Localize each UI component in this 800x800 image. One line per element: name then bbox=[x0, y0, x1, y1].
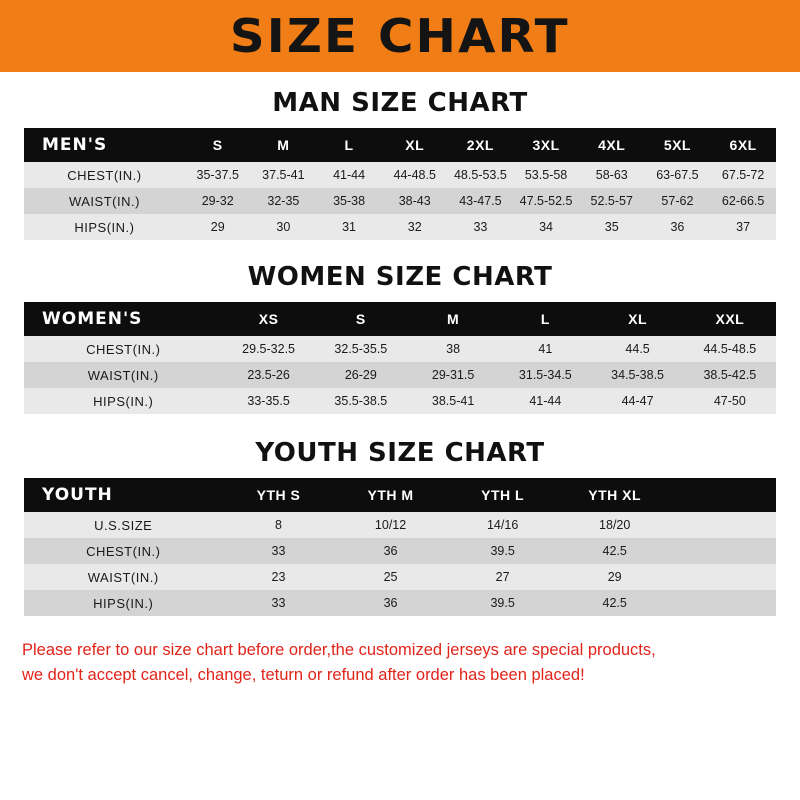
men-col-0: S bbox=[212, 137, 223, 153]
women-r2-c3: 41-44 bbox=[529, 394, 562, 408]
men-r0-c8: 67.5-72 bbox=[721, 168, 765, 182]
youth-r3-c2: 39.5 bbox=[490, 596, 515, 610]
table-row bbox=[24, 538, 776, 564]
men-r0-c2: 41-44 bbox=[333, 168, 366, 182]
women-table-body bbox=[24, 336, 776, 414]
men-r1-c2: 35-38 bbox=[333, 194, 366, 208]
men-table-body bbox=[24, 162, 776, 240]
men-r2-c6: 35 bbox=[604, 220, 619, 234]
men-row-0-label: CHEST(IN.) bbox=[67, 167, 142, 183]
men-r2-c5: 34 bbox=[539, 220, 554, 234]
youth-r2-c3: 29 bbox=[607, 570, 622, 584]
page-title: SIZE CHART bbox=[230, 9, 570, 63]
women-r0-c1: 32.5-35.5 bbox=[334, 342, 388, 356]
men-r2-c3: 32 bbox=[407, 220, 422, 234]
men-r1-c4: 43-47.5 bbox=[459, 194, 502, 208]
men-r1-c6: 52.5-57 bbox=[590, 194, 633, 208]
women-col-4: XL bbox=[628, 311, 648, 327]
youth-r0-c3: 18/20 bbox=[599, 518, 631, 532]
men-header-row bbox=[24, 128, 776, 162]
youth-size-table bbox=[24, 478, 776, 616]
table-row bbox=[24, 336, 776, 362]
men-col-3: XL bbox=[405, 137, 425, 153]
women-table-head bbox=[24, 302, 776, 336]
youth-r0-spacer bbox=[671, 512, 776, 538]
women-size-table bbox=[24, 302, 776, 414]
youth-r1-c2: 39.5 bbox=[490, 544, 515, 558]
men-row-1-label: WAIST(IN.) bbox=[68, 193, 140, 209]
youth-r2-c0: 23 bbox=[271, 570, 286, 584]
men-col-1: M bbox=[277, 137, 290, 153]
youth-row-3-label: HIPS(IN.) bbox=[93, 595, 154, 611]
women-row-0-label: CHEST(IN.) bbox=[86, 341, 161, 357]
men-r0-c5: 53.5-58 bbox=[524, 168, 568, 182]
policy-note bbox=[0, 638, 800, 688]
women-corner-label: WOMEN'S bbox=[42, 309, 143, 329]
women-row-1-label: WAIST(IN.) bbox=[87, 367, 159, 383]
youth-r2-c2: 27 bbox=[495, 570, 510, 584]
youth-col-2: YTH L bbox=[481, 487, 525, 503]
men-table-wrap bbox=[0, 128, 800, 240]
men-r0-c6: 58-63 bbox=[595, 168, 628, 182]
youth-r3-c3: 42.5 bbox=[602, 596, 627, 610]
youth-r3-c1: 36 bbox=[383, 596, 398, 610]
policy-note-line-2: we don't accept cancel, change, teturn or refund after order has been placed! bbox=[22, 665, 585, 684]
women-r0-c4: 44.5 bbox=[625, 342, 650, 356]
table-row bbox=[24, 564, 776, 590]
table-row bbox=[24, 188, 776, 214]
women-col-1: S bbox=[355, 311, 366, 327]
table-row bbox=[24, 388, 776, 414]
youth-table-head bbox=[24, 478, 776, 512]
women-row-2-label: HIPS(IN.) bbox=[93, 393, 154, 409]
men-r2-c0: 29 bbox=[210, 220, 225, 234]
youth-r3-spacer bbox=[671, 590, 776, 616]
men-r1-c7: 57-62 bbox=[661, 194, 694, 208]
table-row bbox=[24, 362, 776, 388]
youth-col-1: YTH M bbox=[367, 487, 414, 503]
women-r0-c3: 41 bbox=[538, 342, 553, 356]
women-r2-c4: 44-47 bbox=[621, 394, 654, 408]
men-r0-c1: 37.5-41 bbox=[262, 168, 305, 182]
men-r0-c4: 48.5-53.5 bbox=[453, 168, 507, 182]
women-r2-c1: 35.5-38.5 bbox=[334, 394, 388, 408]
table-row bbox=[24, 214, 776, 240]
men-col-4: 2XL bbox=[466, 137, 494, 153]
youth-r0-c0: 8 bbox=[275, 518, 282, 532]
youth-row-2-label: WAIST(IN.) bbox=[87, 569, 159, 585]
women-header-row bbox=[24, 302, 776, 336]
women-r1-c0: 23.5-26 bbox=[247, 368, 290, 382]
men-r2-c2: 31 bbox=[342, 220, 356, 234]
youth-corner-label: YOUTH bbox=[42, 485, 113, 505]
women-r0-c5: 44.5-48.5 bbox=[703, 342, 757, 356]
men-r1-c5: 47.5-52.5 bbox=[519, 194, 573, 208]
women-r1-c1: 26-29 bbox=[344, 368, 377, 382]
men-r0-c0: 35-37.5 bbox=[196, 168, 239, 182]
youth-header-row bbox=[24, 478, 776, 512]
men-r1-c1: 32-35 bbox=[267, 194, 300, 208]
men-size-table bbox=[24, 128, 776, 240]
men-r2-c4: 33 bbox=[473, 220, 488, 234]
women-section-heading: WOMEN SIZE CHART bbox=[247, 262, 553, 292]
men-r2-c1: 30 bbox=[276, 220, 291, 234]
youth-col-3: YTH XL bbox=[588, 487, 642, 503]
men-r2-c7: 36 bbox=[670, 220, 685, 234]
youth-r1-c1: 36 bbox=[383, 544, 398, 558]
men-r2-c8: 37 bbox=[736, 220, 751, 234]
men-section-heading: MAN SIZE CHART bbox=[272, 88, 528, 118]
youth-r2-c1: 25 bbox=[383, 570, 398, 584]
men-table-head bbox=[24, 128, 776, 162]
header-banner bbox=[0, 0, 800, 72]
women-r2-c0: 33-35.5 bbox=[247, 394, 290, 408]
men-col-8: 6XL bbox=[729, 137, 757, 153]
youth-table-body bbox=[24, 512, 776, 616]
women-r1-c2: 29-31.5 bbox=[431, 368, 475, 382]
youth-r3-c0: 33 bbox=[271, 596, 286, 610]
women-r0-c2: 38 bbox=[446, 342, 461, 356]
youth-col-0: YTH S bbox=[256, 487, 301, 503]
women-col-3: L bbox=[540, 311, 550, 327]
youth-table-wrap bbox=[0, 478, 800, 616]
table-row bbox=[24, 590, 776, 616]
youth-row-1-label: CHEST(IN.) bbox=[86, 543, 161, 559]
youth-r1-c0: 33 bbox=[271, 544, 286, 558]
table-row bbox=[24, 512, 776, 538]
men-r0-c3: 44-48.5 bbox=[393, 168, 436, 182]
policy-note-line-1: Please refer to our size chart before order,the customized jerseys are special products, bbox=[22, 641, 656, 659]
women-table-wrap bbox=[0, 302, 800, 414]
men-corner-label: MEN'S bbox=[42, 135, 108, 155]
men-row-2-label: HIPS(IN.) bbox=[74, 219, 135, 235]
women-r2-c5: 47-50 bbox=[713, 394, 746, 408]
youth-r0-c1: 10/12 bbox=[374, 518, 407, 532]
table-row bbox=[24, 162, 776, 188]
men-col-2: L bbox=[344, 137, 354, 153]
youth-r1-spacer bbox=[671, 538, 776, 564]
women-r1-c4: 34.5-38.5 bbox=[611, 368, 664, 382]
women-col-2: M bbox=[447, 311, 460, 327]
youth-row-0-label: U.S.SIZE bbox=[94, 517, 153, 533]
women-r1-c5: 38.5-42.5 bbox=[703, 368, 757, 382]
men-r1-c0: 29-32 bbox=[201, 194, 234, 208]
youth-r1-c3: 42.5 bbox=[602, 544, 627, 558]
youth-col-spacer bbox=[671, 478, 776, 512]
women-col-5: XXL bbox=[715, 311, 745, 327]
women-col-0: XS bbox=[258, 311, 279, 327]
youth-r2-spacer bbox=[671, 564, 776, 590]
men-col-5: 3XL bbox=[532, 137, 560, 153]
youth-section-heading: YOUTH SIZE CHART bbox=[255, 438, 545, 468]
women-r1-c3: 31.5-34.5 bbox=[518, 368, 572, 382]
men-r1-c8: 62-66.5 bbox=[721, 194, 765, 208]
men-col-7: 5XL bbox=[663, 137, 691, 153]
men-r1-c3: 38-43 bbox=[398, 194, 431, 208]
youth-r0-c2: 14/16 bbox=[486, 518, 519, 532]
women-r2-c2: 38.5-41 bbox=[431, 394, 475, 408]
women-r0-c0: 29.5-32.5 bbox=[242, 342, 295, 356]
men-r0-c7: 63-67.5 bbox=[656, 168, 699, 182]
men-col-6: 4XL bbox=[598, 137, 626, 153]
